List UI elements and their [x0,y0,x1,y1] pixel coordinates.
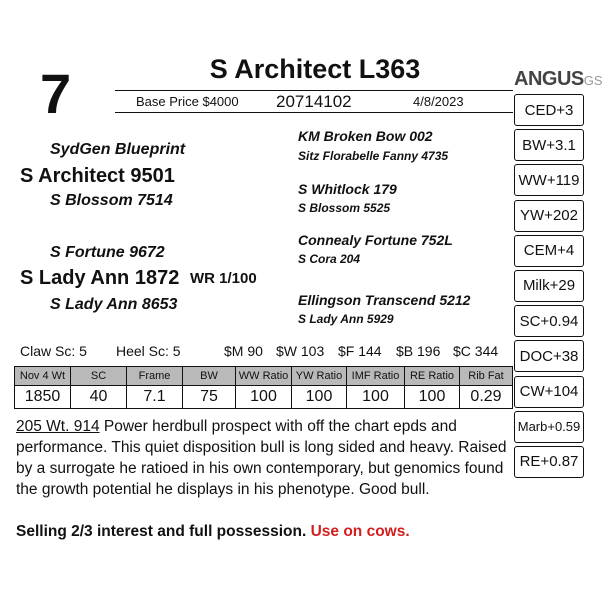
header-imf-ratio: IMF Ratio [347,367,405,386]
claw-score: Claw Sc: 5 [20,343,87,359]
dam: S Lady Ann 1872 [20,267,180,289]
header-frame: Frame [127,367,183,386]
gg-sire-2: S Whitlock 179 [298,181,397,197]
description [16,416,516,500]
animal-name: S Architect L363 [209,54,421,84]
value-yw-ratio: 100 [292,386,347,409]
sire-dam: S Blossom 7514 [50,192,173,209]
value-ww-ratio: 100 [236,386,292,409]
index-b: $B 196 [396,343,441,359]
birth-date: 4/8/2023 [413,94,464,109]
gg-sire-4: Ellingson Transcend 5212 [298,292,471,308]
gg-dam-1: Sitz Florabelle Fanny 4735 [298,149,449,163]
sire: S Architect 9501 [20,165,175,187]
dam-dam: S Lady Ann 8653 [50,296,178,313]
epd-cw: CW+104 [514,376,584,408]
angus-gs-logo: ANGUSGS [514,68,603,90]
value-re-ratio: 100 [405,386,460,409]
value-nov-wt: 1850 [15,386,71,409]
header-rib-fat: Rib Fat [460,367,513,386]
info-underline [115,112,513,113]
selling-text: Selling 2/3 interest and full possession. [16,523,307,540]
value-bw: 75 [183,386,236,409]
header-re-ratio: RE Ratio [405,367,460,386]
title-underline [115,90,513,91]
table-row [15,386,513,409]
header-ww-ratio: WW Ratio [236,367,292,386]
selling-note: Use on cows. [310,523,410,540]
heel-score: Heel Sc: 5 [116,343,181,359]
lot-number: 7 [40,62,72,125]
gg-sire-1: KM Broken Bow 002 [298,128,433,144]
epd-milk: Milk+29 [514,270,584,302]
value-rib-fat: 0.29 [460,386,513,409]
index-m: $M 90 [224,343,263,359]
index-w: $W 103 [276,343,325,359]
value-sc: 40 [71,386,127,409]
dam-ratio: WR 1/100 [190,270,257,287]
weaning-weight: 205 Wt. 914 [16,418,100,435]
epd-sc: SC+0.94 [514,305,584,337]
performance-table [14,366,513,409]
sire-sire: SydGen Blueprint [50,141,186,158]
selling-terms [16,523,410,541]
value-frame: 7.1 [127,386,183,409]
header-sc: SC [71,367,127,386]
epd-list [514,94,584,481]
gg-dam-4: S Lady Ann 5929 [298,312,394,326]
epd-marb: Marb+0.59 [514,411,584,443]
value-imf-ratio: 100 [347,386,405,409]
dam-sire: S Fortune 9672 [50,244,165,261]
gg-sire-3: Connealy Fortune 752L [298,232,453,248]
index-c: $C 344 [453,343,499,359]
base-price: Base Price $4000 [136,94,239,109]
registration-number: 20714102 [276,92,352,111]
table-header-row [15,367,513,386]
epd-ww: WW+119 [514,164,584,196]
header-bw: BW [183,367,236,386]
header-yw-ratio: YW Ratio [292,367,347,386]
gg-dam-2: S Blossom 5525 [298,201,391,215]
epd-yw: YW+202 [514,200,584,232]
index-f: $F 144 [338,343,382,359]
description-text: Power herdbull prospect with off the chart epds and performance. This quiet disposition bull is long sided and heavy. Raised by a surrogate he ratioed in his own contemporary, but genomics found the growth potential he displays in his phenotype. Good bull. [16,418,507,498]
epd-cem: CEM+4 [514,235,584,267]
header-nov-wt: Nov 4 Wt [15,367,71,386]
epd-doc: DOC+38 [514,340,584,372]
epd-bw: BW+3.1 [514,129,584,161]
epd-re: RE+0.87 [514,446,584,478]
gg-dam-3: S Cora 204 [298,252,361,266]
epd-ced: CED+3 [514,94,584,126]
